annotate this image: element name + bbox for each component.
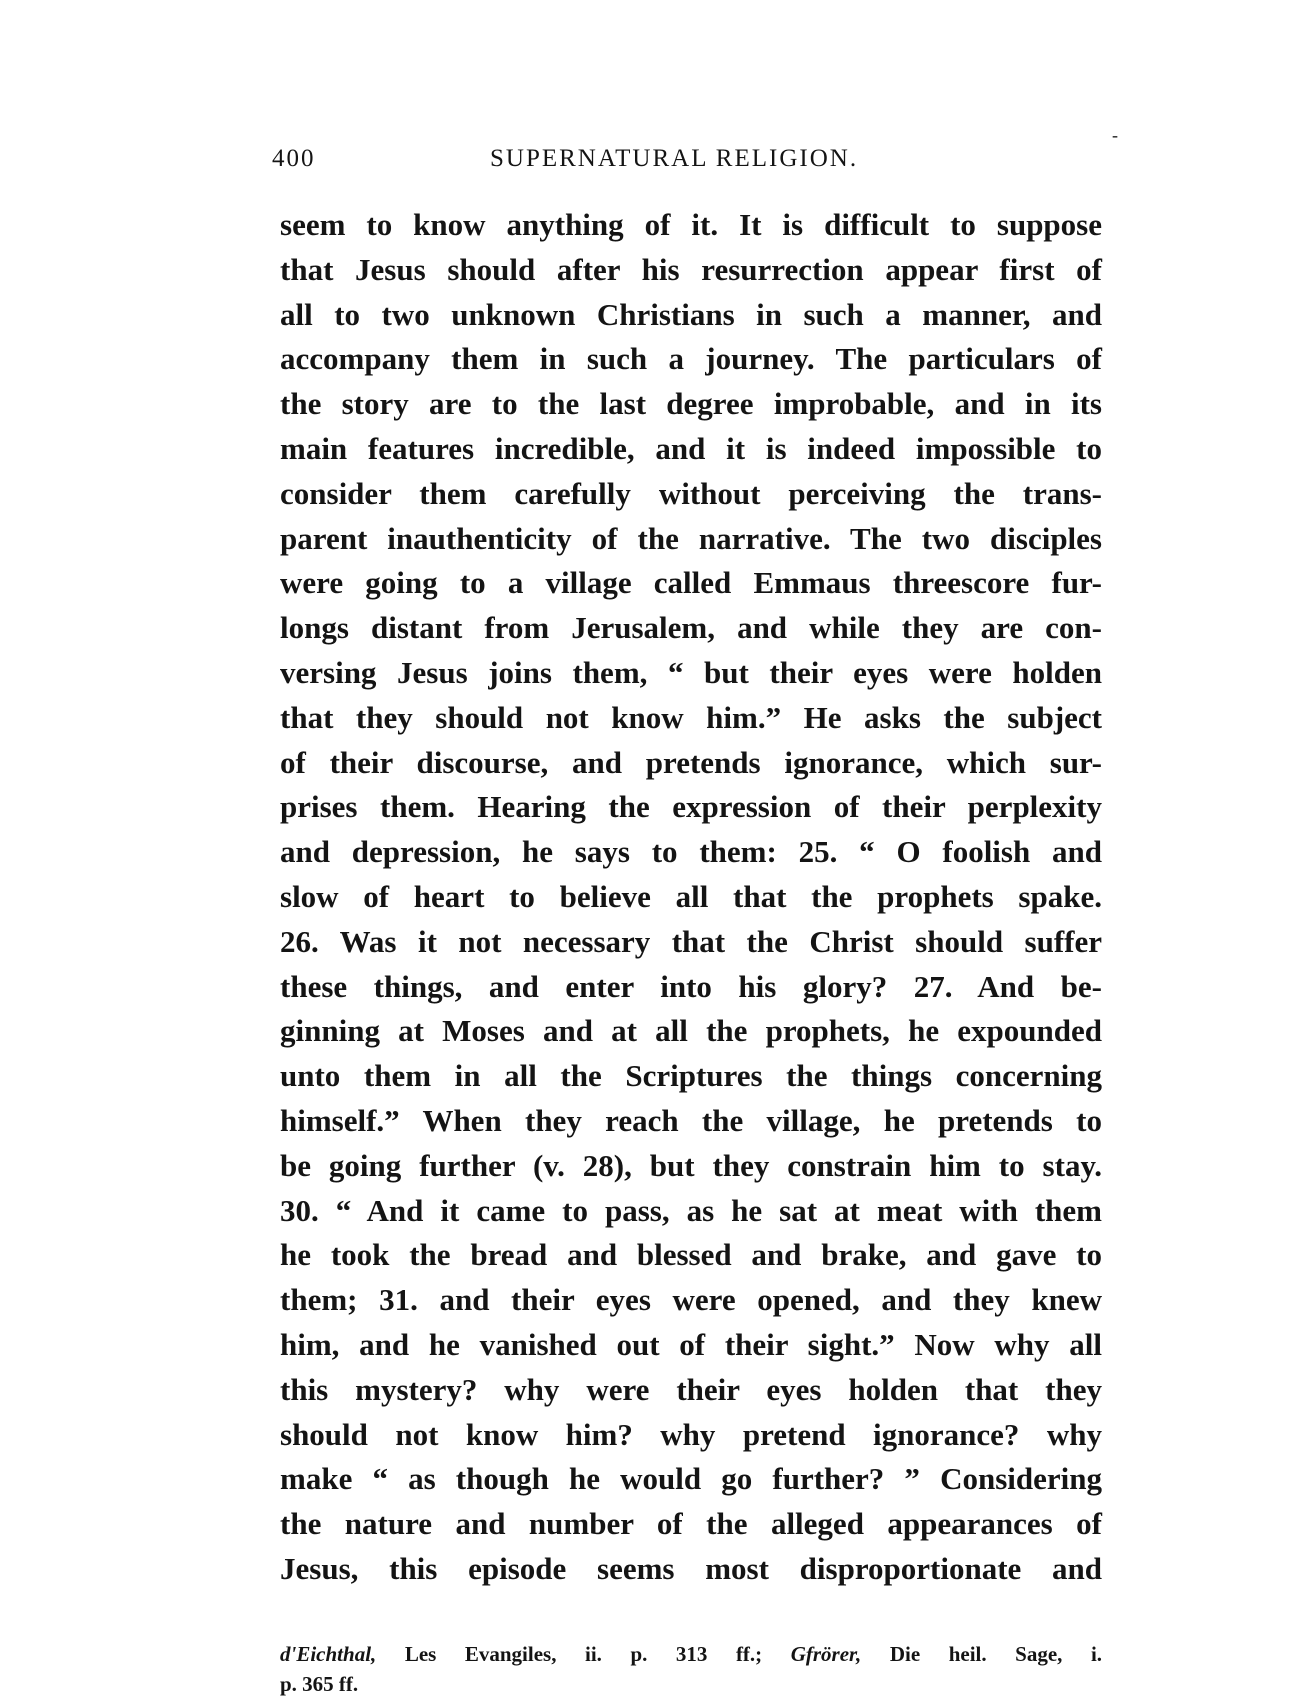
text-line: and depression, he says to them: 25. “ O foolish and bbox=[280, 834, 1102, 870]
text-line: slow of heart to believe all that the prophets spake. bbox=[280, 878, 1102, 914]
footnote-line: p. 365 ff. bbox=[280, 1672, 359, 1696]
text-line: them; 31. and their eyes were opened, and they knew bbox=[280, 1282, 1102, 1318]
page-number: 400 bbox=[272, 145, 316, 172]
text-line: 26. Was it not necessary that the Christ should suffer bbox=[280, 923, 1102, 959]
text-line: parent inauthenticity of the narrative. The two disciples bbox=[280, 520, 1102, 556]
footnote-author: d'Eichthal, bbox=[280, 1642, 377, 1666]
text-line: that Jesus should after his resurrection appear first of bbox=[280, 251, 1102, 287]
text-line: seem to know anything of it. It is difficult to suppose bbox=[280, 207, 1102, 242]
text-line: accompany them in such a journey. The particulars of bbox=[280, 341, 1102, 377]
text-line: prises them. Hearing the expression of their perplexity bbox=[280, 789, 1102, 825]
text-line: this mystery? why were their eyes holden that they bbox=[280, 1371, 1102, 1407]
corner-mark: - bbox=[1112, 125, 1118, 145]
body-text bbox=[280, 203, 1102, 1592]
text-line: himself.” When they reach the village, he pretends to bbox=[280, 1102, 1102, 1138]
text-line: ginning at Moses and at all the prophets, he expounded bbox=[280, 1013, 1102, 1049]
footnote-work: Die heil. Sage, i. bbox=[889, 1642, 1103, 1666]
text-line: he took the bread and blessed and brake, and gave to bbox=[280, 1237, 1102, 1273]
text-line: these things, and enter into his glory? 27. And be- bbox=[280, 968, 1102, 1004]
text-line: should not know him? why pretend ignorance? why bbox=[280, 1416, 1102, 1452]
text-line: consider them carefully without perceiving the trans- bbox=[280, 475, 1102, 511]
running-title: SUPERNATURAL RELIGION. bbox=[490, 145, 859, 172]
text-line: the story are to the last degree improbable, and in its bbox=[280, 386, 1102, 422]
text-line: the nature and number of the alleged appearances of bbox=[280, 1506, 1102, 1542]
text-line: unto them in all the Scriptures the things concerning bbox=[280, 1058, 1102, 1094]
text-line: of their discourse, and pretends ignorance, which sur- bbox=[280, 744, 1102, 780]
text-line: him, and he vanished out of their sight.” Now why all bbox=[280, 1326, 1102, 1362]
text-line: that they should not know him.” He asks the subject bbox=[280, 699, 1102, 735]
text-line: make “ as though he would go further? ” Considering bbox=[280, 1461, 1102, 1497]
text-line: 30. “ And it came to pass, as he sat at meat with them bbox=[280, 1192, 1102, 1228]
text-line: longs distant from Jerusalem, and while they are con- bbox=[280, 610, 1102, 646]
footnote bbox=[280, 1639, 1102, 1699]
text-line: be going further (v. 28), but they constrain him to stay. bbox=[280, 1147, 1102, 1183]
text-line: Jesus, this episode seems most disproportionate and bbox=[280, 1550, 1102, 1586]
running-head bbox=[272, 142, 1102, 176]
text-line: main features incredible, and it is indeed impossible to bbox=[280, 430, 1102, 466]
footnote-line bbox=[280, 1639, 1102, 1669]
text-line: versing Jesus joins them, “ but their eyes were holden bbox=[280, 654, 1102, 690]
text-line: all to two unknown Christians in such a manner, and bbox=[280, 296, 1102, 332]
footnote-work: Les Evangiles, ii. p. 313 ff.; bbox=[404, 1642, 763, 1666]
footnote-author: Gfrörer, bbox=[790, 1642, 862, 1666]
text-line: were going to a village called Emmaus threescore fur- bbox=[280, 565, 1102, 601]
